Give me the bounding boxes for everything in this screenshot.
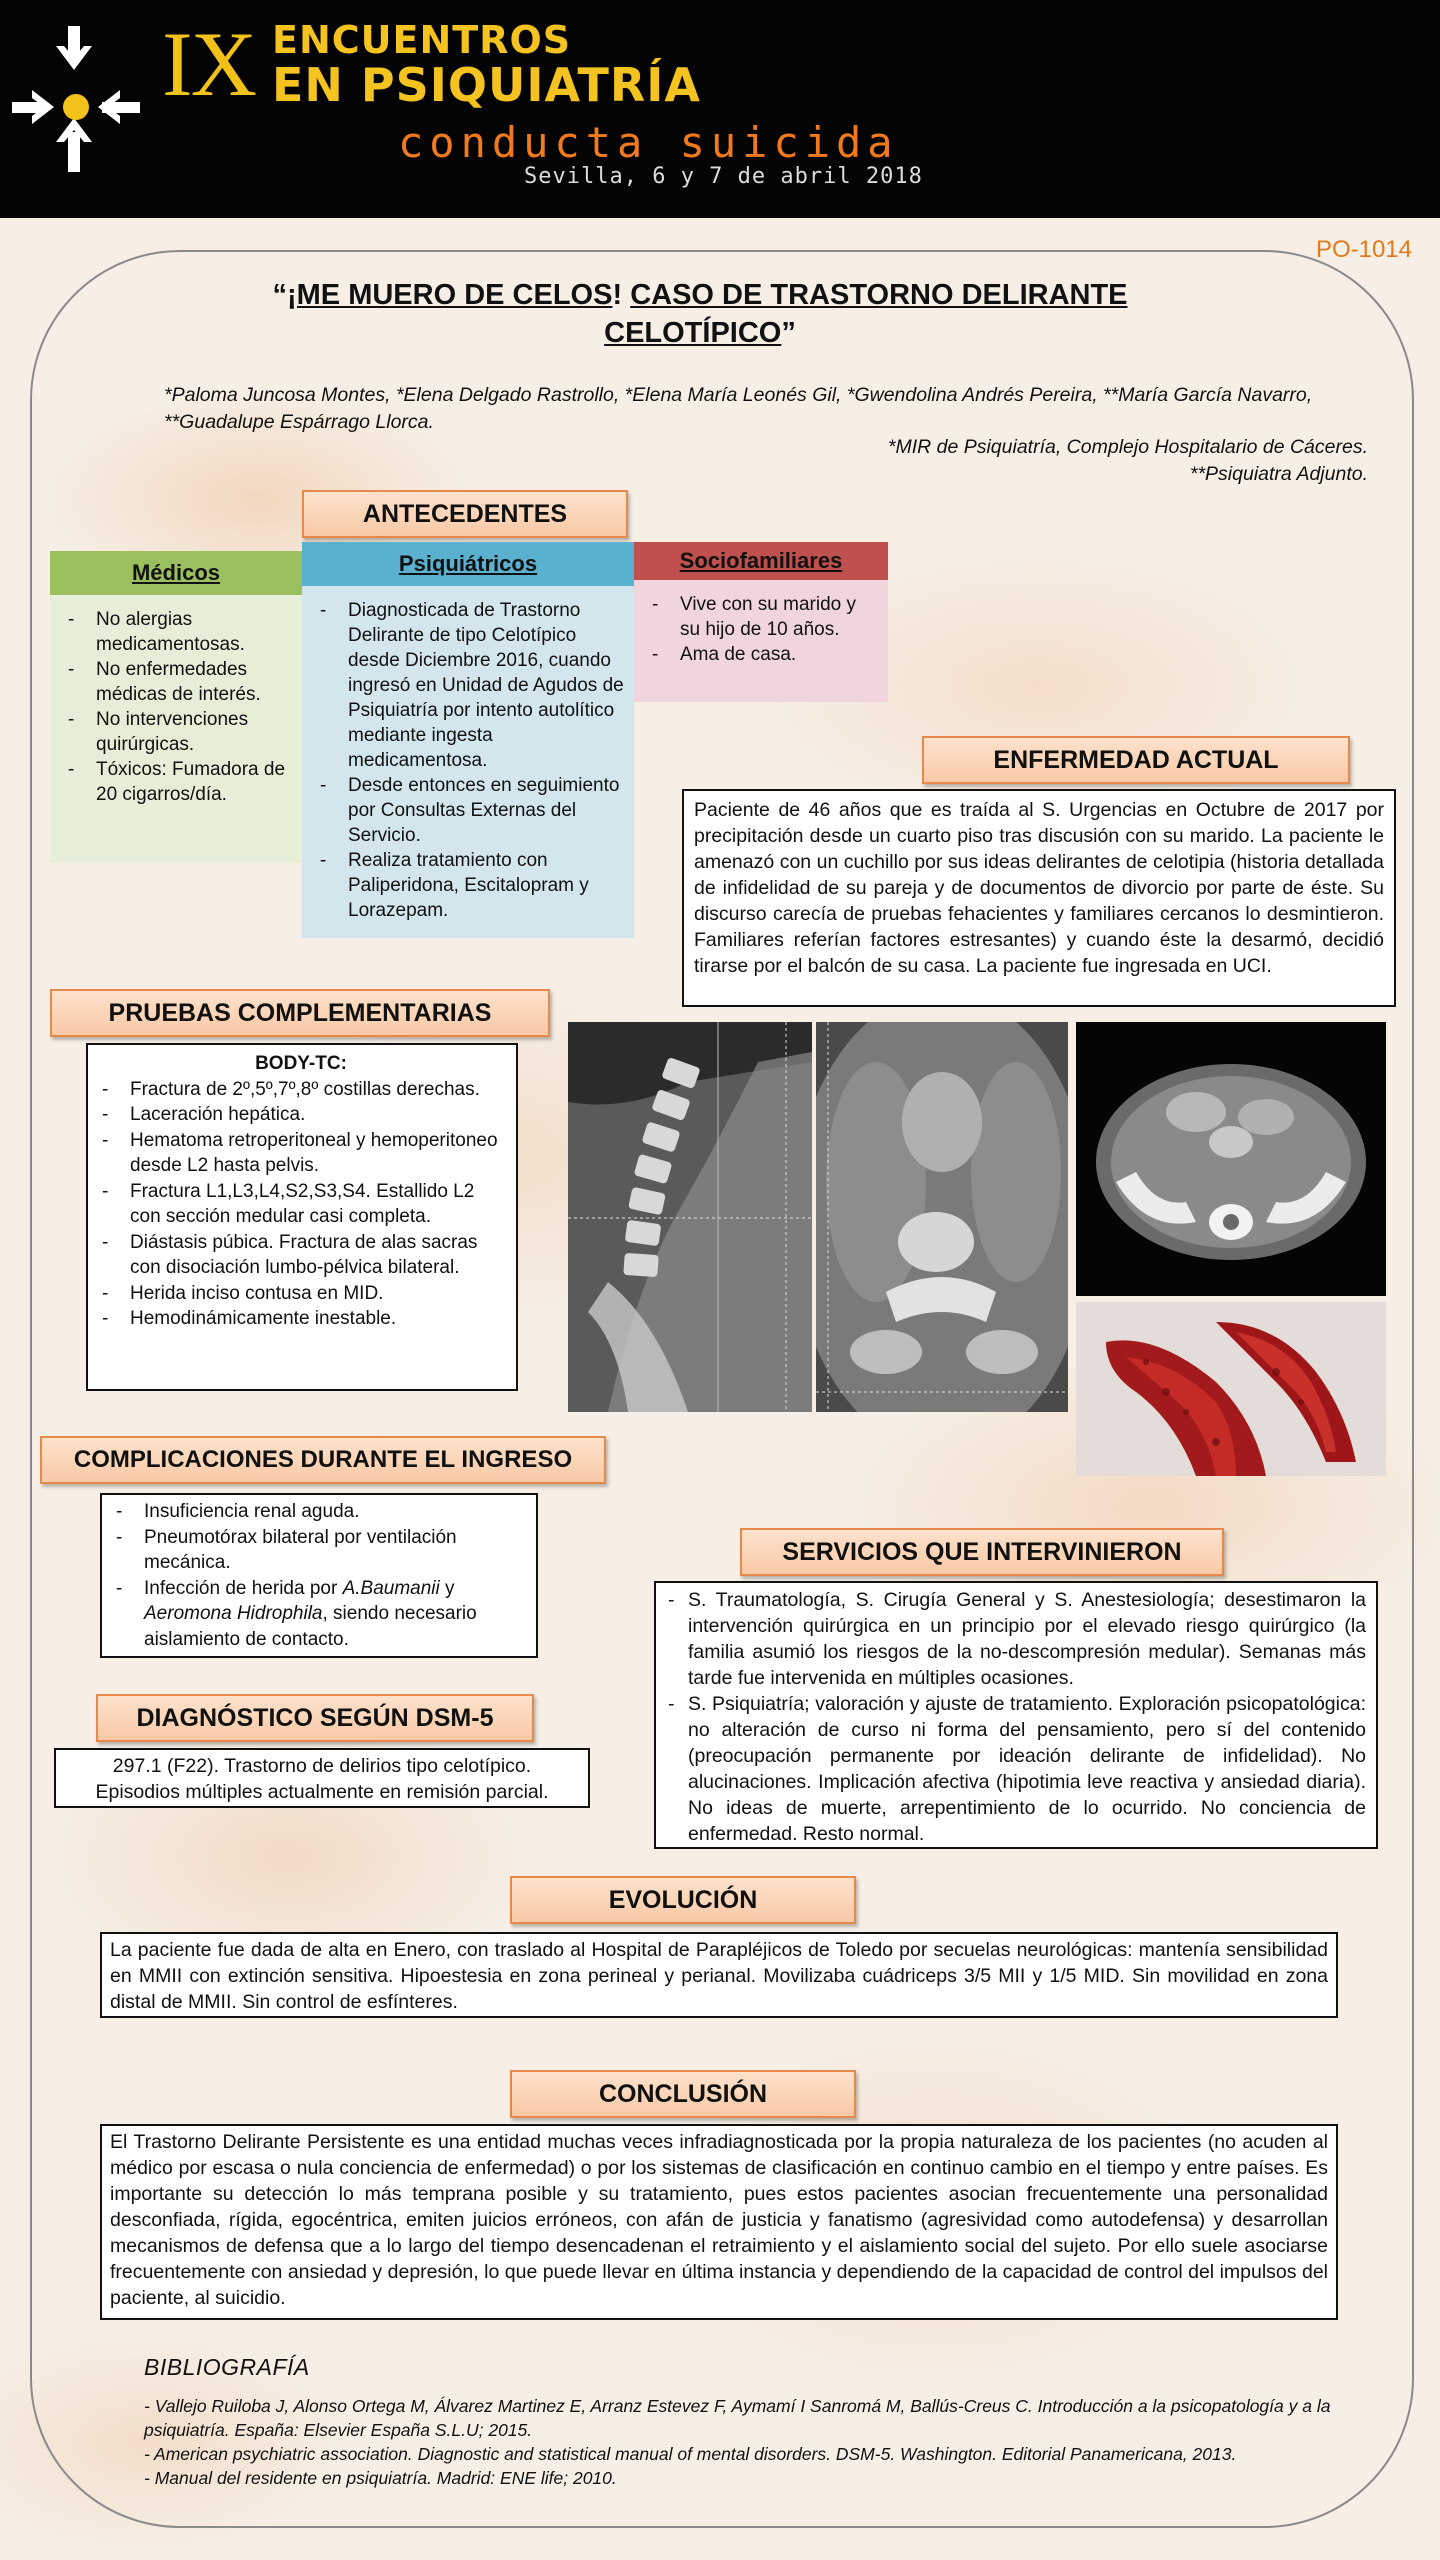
list-item: - S. Psiquiatría; valoración y ajuste de tratamiento. Exploración psicopatológica: no alteración de curso ni forma del pensamiento, pero sí del contenido (preocupación permanente por ideación delirante de infidelidad). No alucinaciones. Implicación afectiva (hipotimia leve reactiva y ansiedad diaria). No ideas de muerte, arrepentimiento de lo ocurrido. No conciencia de enfermedad. Resto normal.	[660, 1691, 1366, 1847]
servicios-list	[660, 1587, 1366, 1847]
affiliation-line-2: **Psiquiatra Adjunto.	[1189, 463, 1368, 485]
list-item: - No alergias medicamentosas.	[60, 607, 292, 657]
evolucion-text: La paciente fue dada de alta en Enero, con traslado al Hospital de Parapléjicos de Toledo por secuelas neurológicas: mantenía sensibilidad en MMII con extinción sensitiva. Hipoestesia en zona perineal y perianal. Movilizaba cuádriceps 3/5 MII y 1/5 MID. Sin movilidad en zona distal de MMII. Sin control de esfínteres.	[100, 1932, 1338, 2018]
affiliation-line-1: *MIR de Psiquiatría, Complejo Hospitalario de Cáceres.	[887, 436, 1368, 458]
sociofamiliares-list	[644, 592, 878, 667]
list-item: - Fractura de 2º,5º,7º,8º costillas derechas.	[94, 1077, 508, 1103]
list-item: - S. Traumatología, S. Cirugía General y S. Anestesiología; desestimaron la intervención quirúrgica en un principio por el elevado riesgo quirúrgico (la familia asumió los riesgos de la no-descompresión medular). Semanas más tarde fue intervenida en múltiples ocasiones.	[660, 1587, 1366, 1691]
poster-title	[200, 276, 1200, 352]
list-item: - Ama de casa.	[644, 642, 878, 667]
ct-coronal-image	[816, 1022, 1068, 1412]
sociofamiliares-panel	[634, 580, 888, 702]
header-line-2: EN PSIQUIATRÍA	[272, 58, 702, 112]
conference-header	[0, 0, 1440, 218]
list-item: - Hematoma retroperitoneal y hemoperitoneo desde L2 hasta pelvis.	[94, 1128, 508, 1179]
infection-text-c: y	[439, 1577, 455, 1599]
wound-photo	[1076, 1302, 1386, 1476]
medicos-panel	[50, 595, 302, 863]
ct-axial-image	[1076, 1022, 1386, 1296]
diagnostico-line-1: 297.1 (F22). Trastorno de delirios tipo celotípico.	[112, 1755, 532, 1777]
pruebas-box	[86, 1043, 518, 1391]
evolucion-title: EVOLUCIÓN	[510, 1876, 856, 1924]
medicos-heading: Médicos	[50, 551, 302, 595]
poster-code: PO-1014	[1315, 236, 1412, 263]
title-open-quote: “	[272, 279, 287, 311]
sociofamiliares-heading: Sociofamiliares	[634, 542, 888, 580]
list-item: - Desde entonces en seguimiento por Consultas Externas del Servicio.	[312, 773, 624, 848]
list-item: - Vive con su marido y su hijo de 10 años.	[644, 592, 878, 642]
pruebas-list	[94, 1077, 508, 1332]
title-part-2: !	[612, 279, 623, 311]
list-item	[108, 1576, 528, 1653]
list-item: - Pneumotórax bilateral por ventilación mecánica.	[108, 1525, 528, 1576]
list-item: - Insuficiencia renal aguda.	[108, 1499, 528, 1525]
header-line-1: ENCUENTROS	[272, 18, 572, 62]
reference-item: - Vallejo Ruiloba J, Alonso Ortega M, Álvarez Martinez E, Arranz Estevez F, Aymamí I Sanromá M, Ballús-Creus C. Introducción a la psicopatología y a la psiquiatría. España: Elsevier España S.L.U; 2015.	[144, 2396, 1331, 2440]
ct-sagittal-image	[568, 1022, 812, 1412]
list-item: - No intervenciones quirúrgicas.	[60, 707, 292, 757]
reference-item: - American psychiatric association. Diagnostic and statistical manual of mental disorders. DSM-5. Washington. Editorial Panamericana, 2013.	[144, 2444, 1237, 2464]
infection-text-e: , siendo necesario aislamiento de contacto.	[144, 1603, 477, 1650]
conclusion-text: El Trastorno Delirante Persistente es una entidad muchas veces infradiagnosticada por la propia naturaleza de los pacientes (no acuden al médico por escasa o nula conciencia de enfermedad) o por los sistemas de clasificación en continuo cambio en el tiempo y entre países. Es importante su detección lo más temprana posible y su tratamiento, pues estos pacientes asocian frecuentemente una personalidad desconfiada, rígida, egocéntrica, emiten juicios erróneos, con afán de justicia y fanatismo (agresividad como autodefensa) y desarrollan mecanismos de defensa que a lo largo del tiempo desencadenan el retraimiento y el aislamiento social del sujeto. Por ello suele asociarse frecuentemente con ansiedad y depresión, lo que puede llevar en última instancia y dependiendo de la capacidad de control del impulsos del paciente, al suicidio.	[100, 2124, 1338, 2320]
diagnostico-box	[54, 1748, 590, 1808]
list-item: - Tóxicos: Fumadora de 20 cigarros/día.	[60, 757, 292, 807]
list-item: - Laceración hepática.	[94, 1102, 508, 1128]
compass-arrows-logo	[6, 12, 146, 182]
header-numeral: IX	[162, 13, 256, 115]
complicaciones-list	[108, 1499, 528, 1652]
complicaciones-box	[100, 1493, 538, 1658]
complicaciones-title: COMPLICACIONES DURANTE EL INGRESO	[40, 1436, 606, 1484]
pruebas-subheading: BODY-TC:	[255, 1053, 347, 1074]
header-subtitle: conducta suicida	[398, 118, 899, 167]
medicos-list	[60, 607, 292, 807]
infection-text-a: Infección de herida por	[144, 1577, 343, 1599]
affiliation	[468, 434, 1368, 488]
title-close-quote: ”	[781, 317, 796, 349]
authors: *Paloma Juncosa Montes, *Elena Delgado Rastrollo, *Elena María Leonés Gil, *Gwendolina Andrés Pereira, **María García Navarro, **Guadalupe Espárrago Llorca.	[164, 384, 1313, 433]
bibliografia-title: BIBLIOGRAFÍA	[144, 2354, 310, 2380]
list-item: - Diagnosticada de Trastorno Delirante de tipo Celotípico desde Diciembre 2016, cuando ingresó en Unidad de Agudos de Psiquiatría por intento autolítico mediante ingesta medicamentosa.	[312, 598, 624, 773]
psiquiatricos-panel	[302, 586, 634, 938]
enfermedad-actual-title: ENFERMEDAD ACTUAL	[922, 736, 1350, 784]
pruebas-title: PRUEBAS COMPLEMENTARIAS	[50, 989, 550, 1037]
list-item: - Herida inciso contusa en MID.	[94, 1281, 508, 1307]
list-item: - Realiza tratamiento con Paliperidona, Escitalopram y Lorazepam.	[312, 848, 624, 923]
reference-item: - Manual del residente en psiquiatría. Madrid: ENE life; 2010.	[144, 2468, 617, 2488]
servicios-title: SERVICIOS QUE INTERVINIERON	[740, 1528, 1224, 1576]
conclusion-title: CONCLUSIÓN	[510, 2070, 856, 2118]
psiquiatricos-heading: Psiquiátricos	[302, 542, 634, 586]
list-item: - Diástasis púbica. Fractura de alas sacras con disociación lumbo-pélvica bilateral.	[94, 1230, 508, 1281]
pathogen-2: Aeromona Hidrophila	[144, 1603, 323, 1624]
bibliografia-list	[144, 2394, 1344, 2490]
diagnostico-title: DIAGNÓSTICO SEGÚN DSM-5	[96, 1694, 534, 1742]
header-date: Sevilla, 6 y 7 de abril 2018	[524, 164, 923, 189]
diagnostico-line-2: Episodios múltiples actualmente en remisión parcial.	[95, 1781, 549, 1803]
pathogen-1: A.Baumanii	[342, 1577, 440, 1599]
enfermedad-actual-text: Paciente de 46 años que es traída al S. Urgencias en Octubre de 2017 por precipitación desde un cuarto piso tras discusión con su marido. La paciente le amenazó con un cuchillo por sus ideas delirantes de celotipia (historia detallada de infidelidad de su pareja y de documentos de divorcio por parte de éste. Su discurso carecía de pruebas fehacientes y familiares cercanos lo desmintieron. Familiares referían factores estresantes) y cuando éste la desarmó, decidió tirarse por el balcón de su casa. La paciente fue ingresada en UCI.	[682, 789, 1396, 1007]
list-item: - No enfermedades médicas de interés.	[60, 657, 292, 707]
antecedentes-title: ANTECEDENTES	[302, 490, 628, 538]
servicios-box	[654, 1581, 1378, 1849]
list-item: - Fractura L1,L3,L4,S2,S3,S4. Estallido L2 con sección medular casi completa.	[94, 1179, 508, 1230]
title-part-3: CASO DE TRASTORNO DELIRANTE CELOTÍPICO	[604, 279, 1128, 349]
list-item: - Hemodinámicamente inestable.	[94, 1306, 508, 1332]
title-part-1: ¡ME MUERO DE CELOS	[286, 279, 613, 311]
psiquiatricos-list	[312, 598, 624, 923]
